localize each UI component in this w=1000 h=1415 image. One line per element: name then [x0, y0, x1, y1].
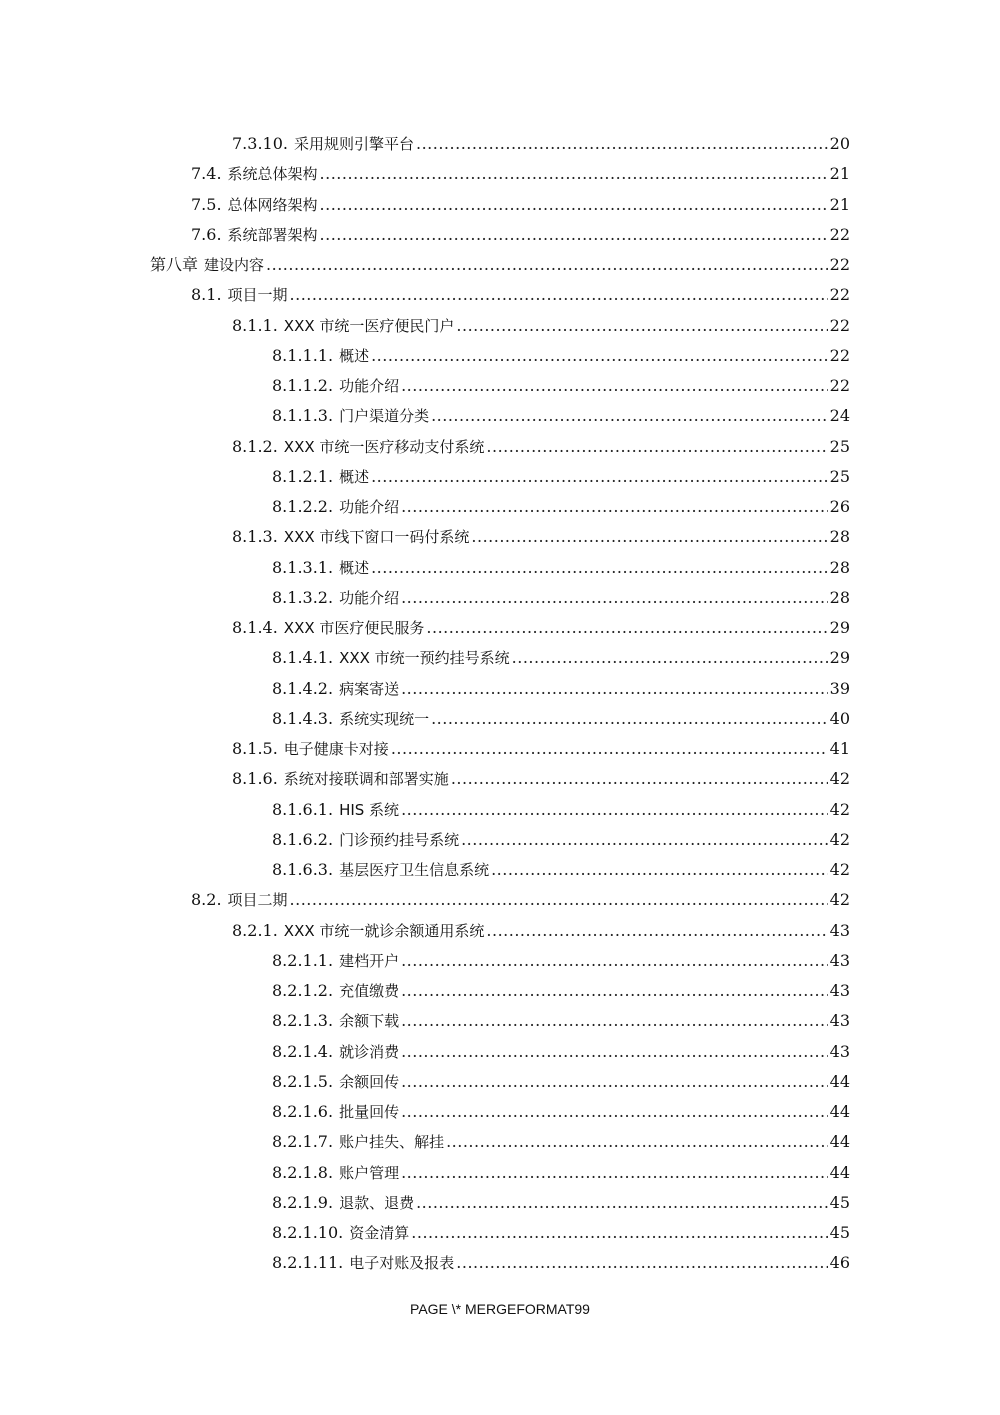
toc-entry-number: 8.1.2.2.	[272, 497, 334, 516]
toc-entry[interactable]	[272, 1127, 850, 1157]
toc-entry-number: 8.2.1.10.	[272, 1223, 344, 1242]
toc-entry-title: 建设内容	[204, 256, 265, 274]
toc-entry-number: 8.2.1.2.	[272, 981, 334, 1000]
toc-entry[interactable]	[272, 1158, 850, 1188]
toc-entry-number: 8.1.4.2.	[272, 679, 334, 698]
toc-entry-number: 8.1.4.	[232, 618, 278, 637]
toc-entry-page-number: 42	[829, 769, 850, 788]
toc-entry-page-number: 41	[829, 739, 850, 758]
toc-entry-page-number: 42	[829, 860, 850, 879]
toc-entry-title: 总体网络架构	[227, 196, 318, 214]
toc-entry-page-number: 43	[829, 921, 850, 940]
toc-entry-number: 7.3.10.	[232, 134, 288, 153]
toc-entry[interactable]	[272, 795, 850, 825]
toc-entry-title: 基层医疗卫生信息系统	[339, 861, 490, 879]
toc-entry[interactable]	[272, 1248, 850, 1278]
toc-entry-page-number: 24	[829, 406, 850, 425]
toc-dot-leader	[401, 1037, 828, 1067]
toc-entry-number: 8.2.1.1.	[272, 951, 334, 970]
toc-entry[interactable]	[232, 129, 850, 159]
toc-entry-page-number: 45	[829, 1193, 850, 1212]
toc-entry-number: 8.1.1.2.	[272, 376, 334, 395]
toc-entry-page-number: 43	[829, 981, 850, 1000]
toc-dot-leader	[486, 432, 827, 462]
toc-entry-title: 账户挂失、解挂	[339, 1133, 445, 1151]
toc-entry-number: 8.1.3.2.	[272, 588, 334, 607]
toc-dot-leader	[491, 855, 828, 885]
toc-entry[interactable]	[191, 280, 850, 310]
toc-entry-title: 概述	[339, 468, 370, 486]
toc-entry[interactable]	[232, 613, 850, 643]
toc-entry-title: XXX 市统一就诊余额通用系统	[283, 922, 485, 940]
toc-dot-leader	[401, 1006, 828, 1036]
toc-entry-page-number: 22	[829, 346, 850, 365]
toc-entry-title: 病案寄送	[339, 680, 400, 698]
toc-entry[interactable]	[272, 583, 850, 613]
toc-entry-page-number: 44	[829, 1102, 850, 1121]
toc-entry[interactable]	[232, 764, 850, 794]
toc-entry-title: XXX 市统一医疗便民门户	[283, 317, 455, 335]
toc-entry[interactable]	[191, 885, 850, 915]
toc-entry-title: 功能介绍	[339, 498, 400, 516]
toc-entry[interactable]	[272, 492, 850, 522]
toc-entry[interactable]	[191, 190, 850, 220]
toc-entry-page-number: 46	[829, 1253, 850, 1272]
toc-entry-title: 采用规则引擎平台	[293, 135, 414, 153]
toc-entry-page-number: 39	[829, 679, 850, 698]
toc-entry-title: 电子对账及报表	[349, 1254, 455, 1272]
toc-entry-title: 概述	[339, 559, 370, 577]
toc-entry-number: 8.2.1.11.	[272, 1253, 344, 1272]
toc-entry-number: 8.2.1.5.	[272, 1072, 334, 1091]
toc-entry[interactable]	[272, 553, 850, 583]
toc-entry-page-number: 25	[829, 467, 850, 486]
toc-entry-title: 电子健康卡对接	[283, 740, 389, 758]
toc-dot-leader	[416, 129, 828, 159]
toc-entry-number: 8.2.1.3.	[272, 1011, 334, 1030]
toc-entry-page-number: 45	[829, 1223, 850, 1242]
toc-entry-number: 第八章	[150, 255, 199, 274]
toc-entry-title: 建档开户	[339, 952, 400, 970]
toc-entry-title: 门诊预约挂号系统	[339, 831, 460, 849]
toc-entry[interactable]	[232, 311, 850, 341]
toc-entry-page-number: 20	[829, 134, 850, 153]
toc-dot-leader	[320, 159, 828, 189]
toc-entry-number: 8.1.6.1.	[272, 800, 334, 819]
toc-entry-number: 8.1.5.	[232, 739, 278, 758]
toc-entry[interactable]	[272, 1037, 850, 1067]
toc-entry-number: 8.1.1.	[232, 316, 278, 335]
toc-dot-leader	[456, 311, 827, 341]
toc-entry-page-number: 44	[829, 1163, 850, 1182]
toc-dot-leader	[401, 371, 828, 401]
toc-entry[interactable]	[272, 704, 850, 734]
toc-dot-leader	[401, 674, 828, 704]
toc-dot-leader	[461, 825, 828, 855]
toc-dot-leader	[486, 916, 827, 946]
toc-entry-number: 8.1.2.	[232, 437, 278, 456]
toc-entry[interactable]	[272, 371, 850, 401]
toc-entry-page-number: 40	[829, 709, 850, 728]
toc-entry-title: 批量回传	[339, 1103, 400, 1121]
toc-entry-title: 退款、退费	[339, 1194, 415, 1212]
toc-dot-leader	[401, 976, 828, 1006]
toc-entry-number: 8.1.6.3.	[272, 860, 334, 879]
toc-entry-title: 功能介绍	[339, 377, 400, 395]
toc-entry-page-number: 43	[829, 951, 850, 970]
toc-entry-page-number: 26	[829, 497, 850, 516]
toc-entry[interactable]	[191, 159, 850, 189]
toc-dot-leader	[512, 643, 828, 673]
toc-entry-title: 余额回传	[339, 1073, 400, 1091]
toc-entry[interactable]	[272, 1097, 850, 1127]
toc-entry-page-number: 21	[829, 164, 850, 183]
toc-entry[interactable]	[272, 462, 850, 492]
toc-entry-number: 8.2.1.	[232, 921, 278, 940]
toc-dot-leader	[401, 1097, 828, 1127]
toc-entry-title: HIS 系统	[339, 801, 400, 819]
toc-entry-title: 概述	[339, 347, 370, 365]
toc-entry-number: 8.1.	[191, 285, 222, 304]
toc-dot-leader	[431, 704, 828, 734]
toc-entry-title: 项目二期	[227, 891, 288, 909]
toc-entry-title: 就诊消费	[339, 1043, 400, 1061]
toc-entry[interactable]	[272, 976, 850, 1006]
toc-entry-number: 8.2.1.9.	[272, 1193, 334, 1212]
toc-dot-leader	[371, 553, 828, 583]
toc-dot-leader	[401, 795, 828, 825]
toc-entry-page-number: 28	[829, 527, 850, 546]
toc-entry[interactable]	[150, 250, 850, 280]
toc-entry-page-number: 43	[829, 1042, 850, 1061]
toc-entry[interactable]	[272, 1188, 850, 1218]
toc-entry-number: 8.1.1.1.	[272, 346, 334, 365]
toc-entry[interactable]	[272, 341, 850, 371]
toc-entry[interactable]	[191, 220, 850, 250]
toc-entry-page-number: 28	[829, 558, 850, 577]
toc-dot-leader	[290, 885, 828, 915]
toc-entry-page-number: 22	[829, 316, 850, 335]
toc-entry-title: XXX 市医疗便民服务	[283, 619, 425, 637]
toc-entry-number: 8.2.	[191, 890, 222, 909]
toc-entry-page-number: 42	[829, 890, 850, 909]
toc-entry-page-number: 22	[829, 225, 850, 244]
toc-entry-title: 项目一期	[227, 286, 288, 304]
toc-dot-leader	[416, 1188, 828, 1218]
toc-entry-page-number: 28	[829, 588, 850, 607]
toc-entry[interactable]	[232, 916, 850, 946]
toc-dot-leader	[371, 341, 828, 371]
toc-entry-title: 系统部署架构	[227, 226, 318, 244]
toc-entry-page-number: 22	[829, 255, 850, 274]
toc-dot-leader	[401, 492, 828, 522]
toc-dot-leader	[431, 401, 828, 431]
toc-dot-leader	[401, 1158, 828, 1188]
toc-entry-title: 账户管理	[339, 1164, 400, 1182]
toc-entry-page-number: 29	[829, 618, 850, 637]
toc-dot-leader	[411, 1218, 827, 1248]
toc-entry-number: 8.1.4.1.	[272, 648, 334, 667]
toc-entry-number: 7.5.	[191, 195, 222, 214]
toc-entry-number: 8.1.3.1.	[272, 558, 334, 577]
toc-entry-title: 门户渠道分类	[339, 407, 430, 425]
toc-entry[interactable]	[272, 674, 850, 704]
toc-dot-leader	[290, 280, 828, 310]
toc-entry-title: 系统实现统一	[339, 710, 430, 728]
toc-entry[interactable]	[272, 946, 850, 976]
toc-entry-number: 8.1.6.2.	[272, 830, 334, 849]
toc-entry-page-number: 43	[829, 1011, 850, 1030]
toc-dot-leader	[456, 1248, 827, 1278]
toc-entry-number: 8.1.4.3.	[272, 709, 334, 728]
toc-dot-leader	[471, 522, 827, 552]
toc-entry[interactable]	[272, 1067, 850, 1097]
toc-entry-number: 7.4.	[191, 164, 222, 183]
toc-entry-page-number: 25	[829, 437, 850, 456]
toc-entry-title: 余额下载	[339, 1012, 400, 1030]
toc-entry-page-number: 29	[829, 648, 850, 667]
toc-entry-number: 8.1.1.3.	[272, 406, 334, 425]
toc-entry-page-number: 44	[829, 1132, 850, 1151]
toc-entry-number: 8.2.1.7.	[272, 1132, 334, 1151]
toc-entry[interactable]	[272, 401, 850, 431]
toc-dot-leader	[401, 946, 828, 976]
toc-entry-page-number: 22	[829, 285, 850, 304]
toc-entry-number: 8.1.3.	[232, 527, 278, 546]
toc-entry-title: 功能介绍	[339, 589, 400, 607]
toc-entry-title: XXX 市统一预约挂号系统	[339, 649, 510, 667]
toc-entry[interactable]	[272, 855, 850, 885]
toc-entry-number: 8.2.1.4.	[272, 1042, 334, 1061]
toc-dot-leader	[320, 220, 828, 250]
toc-entry-title: 系统总体架构	[227, 165, 318, 183]
toc-dot-leader	[371, 462, 828, 492]
toc-entry-number: 7.6.	[191, 225, 222, 244]
toc-dot-leader	[320, 190, 828, 220]
toc-dot-leader	[446, 1127, 828, 1157]
toc-entry-title: XXX 市统一医疗移动支付系统	[283, 438, 485, 456]
toc-dot-leader	[451, 764, 828, 794]
toc-entry-title: 资金清算	[349, 1224, 410, 1242]
toc-entry[interactable]	[272, 1006, 850, 1036]
toc-entry[interactable]	[232, 522, 850, 552]
toc-entry-title: 充值缴费	[339, 982, 400, 1000]
toc-entry-page-number: 44	[829, 1072, 850, 1091]
toc-dot-leader	[391, 734, 828, 764]
toc-entry-page-number: 42	[829, 800, 850, 819]
toc-entry-number: 8.1.2.1.	[272, 467, 334, 486]
toc-entry-page-number: 21	[829, 195, 850, 214]
toc-entry-page-number: 42	[829, 830, 850, 849]
toc-dot-leader	[426, 613, 827, 643]
toc-entry[interactable]	[232, 734, 850, 764]
toc-dot-leader	[401, 583, 828, 613]
toc-entry-number: 8.2.1.8.	[272, 1163, 334, 1182]
toc-entry[interactable]	[272, 825, 850, 855]
page-footer: PAGE \* MERGEFORMAT99	[410, 1301, 590, 1317]
toc-entry-page-number: 22	[829, 376, 850, 395]
toc-entry-number: 8.2.1.6.	[272, 1102, 334, 1121]
toc-dot-leader	[266, 250, 828, 280]
toc-entry-title: XXX 市线下窗口一码付系统	[283, 528, 470, 546]
toc-entry[interactable]	[232, 432, 850, 462]
toc-dot-leader	[401, 1067, 828, 1097]
toc-entry[interactable]	[272, 643, 850, 673]
toc-entry-number: 8.1.6.	[232, 769, 278, 788]
toc-entry-title: 系统对接联调和部署实施	[283, 770, 449, 788]
toc-entry[interactable]	[272, 1218, 850, 1248]
